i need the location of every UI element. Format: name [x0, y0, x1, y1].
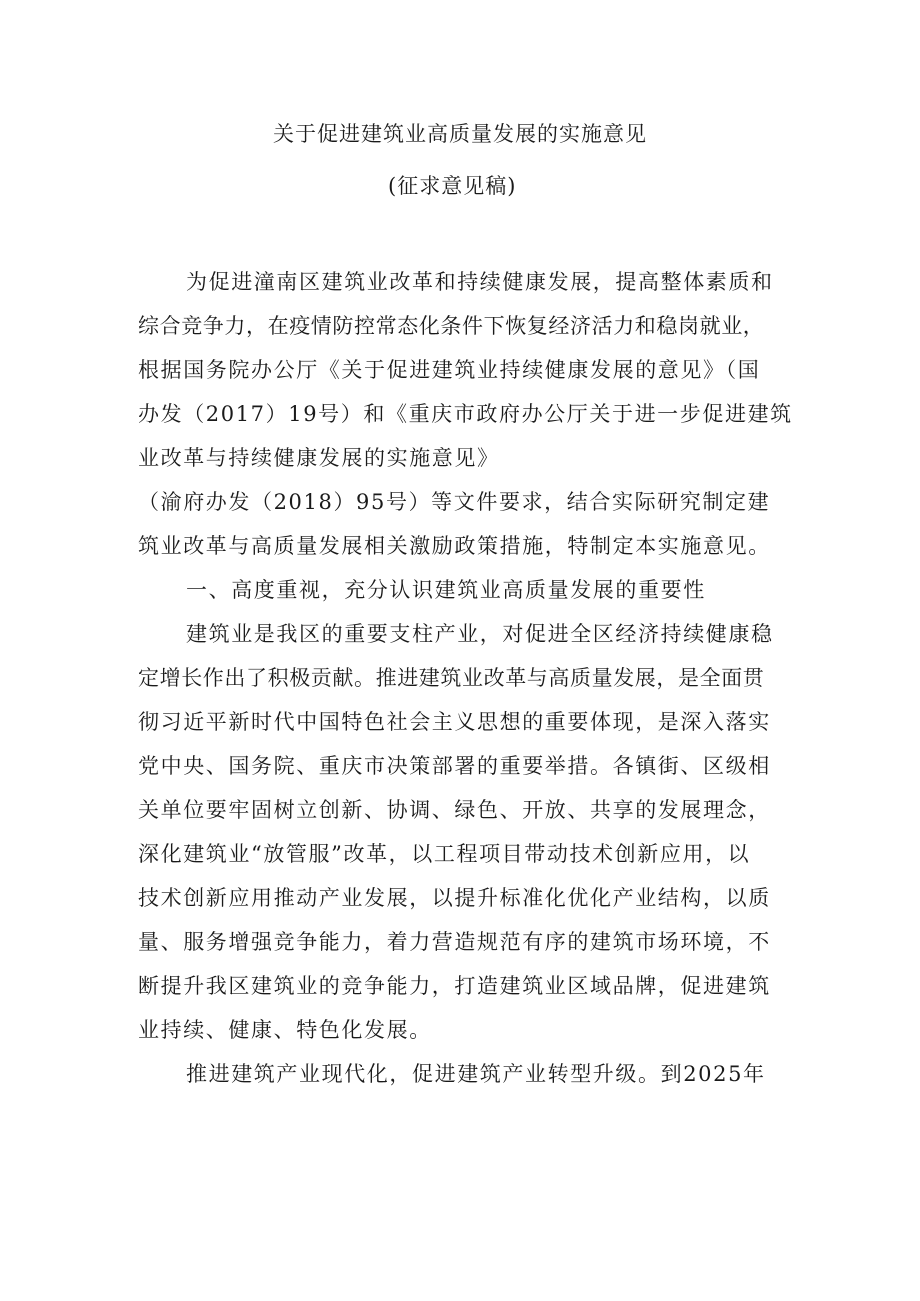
paragraph-line: 推进建筑产业现代化，促进建筑产业转型升级。到2025年 — [186, 1062, 766, 1086]
paragraph-line: 断提升我区建筑业的竞争能力，打造建筑业区域品牌，促进建筑 — [138, 974, 771, 998]
paragraph-line: 党中央、国务院、重庆市决策部署的重要举措。各镇街、区级相 — [138, 754, 771, 778]
paragraph-line: 办发（2017）19号）和《重庆市政府办公厅关于进一步促进建筑 — [138, 402, 793, 426]
document-title: 关于促进建筑业高质量发展的实施意见 — [273, 122, 647, 146]
paragraph-line: 综合竞争力，在疫情防控常态化条件下恢复经济活力和稳岗就业， — [138, 314, 765, 338]
paragraph-line: （渝府办发（2018）95号）等文件要求，结合实际研究制定建 — [138, 490, 771, 514]
paragraph-line: 关单位要牢固树立创新、协调、绿色、开放、共享的发展理念， — [138, 798, 771, 822]
paragraph-line: 建筑业是我区的重要支柱产业，对促进全区经济持续健康稳 — [186, 622, 774, 646]
paragraph-line: 筑业改革与高质量发展相关激励政策措施，特制定本实施意见。 — [138, 534, 771, 558]
paragraph-line: 根据国务院办公厅《关于促进建筑业持续健康发展的意见》（国 — [138, 358, 761, 382]
section-heading: 一、高度重视，充分认识建筑业高质量发展的重要性 — [186, 578, 706, 602]
paragraph-line: 技术创新应用推动产业发展，以提升标准化优化产业结构，以质 — [138, 886, 771, 910]
paragraph-line: 定增长作出了积极贡献。推进建筑业改革与高质量发展，是全面贯 — [138, 666, 765, 690]
paragraph-line: 业持续、健康、特色化发展。 — [138, 1018, 432, 1042]
paragraph-line: 业改革与持续健康发展的实施意见》 — [138, 446, 500, 470]
paragraph-line: 为促进潼南区建筑业改革和持续健康发展，提高整体素质和 — [186, 270, 774, 294]
document-subtitle: (征求意见稿) — [388, 174, 517, 198]
paragraph-line: 深化建筑业“放管服”改革，以工程项目带动技术创新应用，以 — [138, 842, 751, 866]
paragraph-line: 彻习近平新时代中国特色社会主义思想的重要体现，是深入落实 — [138, 710, 771, 734]
paragraph-line: 量、服务增强竞争能力，着力营造规范有序的建筑市场环境，不 — [138, 930, 771, 954]
document-body — [138, 260, 798, 1096]
